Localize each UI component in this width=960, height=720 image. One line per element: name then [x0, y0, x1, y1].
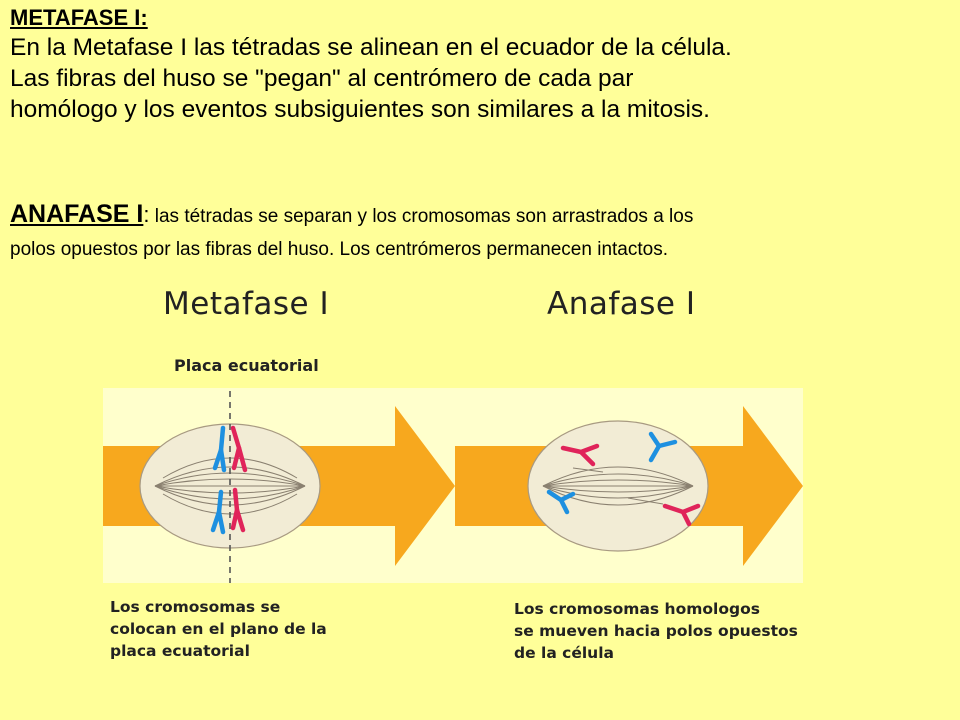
anafase-line-1: las tétradas se separan y los cromosomas son arrastrados a los	[149, 206, 694, 227]
caption-metaphase-line-1: Los cromosomas se	[110, 598, 281, 616]
anafase-line-2: polos opuestos por las fibras del huso. Los centrómeros permanecen intactos.	[10, 239, 668, 260]
metafase-heading: METAFASE I:	[10, 5, 148, 30]
metafase-text-block	[10, 4, 955, 125]
anafase-text-block	[10, 198, 955, 266]
metafase-description	[10, 32, 955, 125]
metafase-line-1: En la Metafase I las tétradas se alinean en el ecuador de la célula.	[10, 34, 732, 61]
meiosis-diagram	[103, 388, 803, 583]
placa-ecuatorial-label: Placa ecuatorial	[174, 356, 319, 375]
metafase-line-2: Las fibras del huso se "pegan" al centrómero de cada par	[10, 65, 634, 92]
caption-metaphase	[110, 596, 370, 662]
caption-anaphase-line-2: se mueven hacia polos opuestos	[514, 622, 798, 640]
anafase-colon: :	[143, 202, 150, 227]
caption-anaphase	[514, 598, 814, 664]
anaphase-cell	[528, 421, 708, 551]
caption-metaphase-line-3: placa ecuatorial	[110, 642, 250, 660]
diagram-title-metafase: Metafase I	[163, 286, 330, 322]
anafase-description	[10, 198, 955, 266]
diagram-title-anafase: Anafase I	[547, 286, 696, 322]
metafase-line-3: homólogo y los eventos subsiguientes son similares a la mitosis.	[10, 96, 710, 123]
anafase-heading: ANAFASE I	[10, 200, 144, 228]
caption-anaphase-line-1: Los cromosomas homologos	[514, 600, 760, 618]
caption-metaphase-line-2: colocan en el plano de la	[110, 620, 327, 638]
caption-anaphase-line-3: de la célula	[514, 644, 614, 662]
